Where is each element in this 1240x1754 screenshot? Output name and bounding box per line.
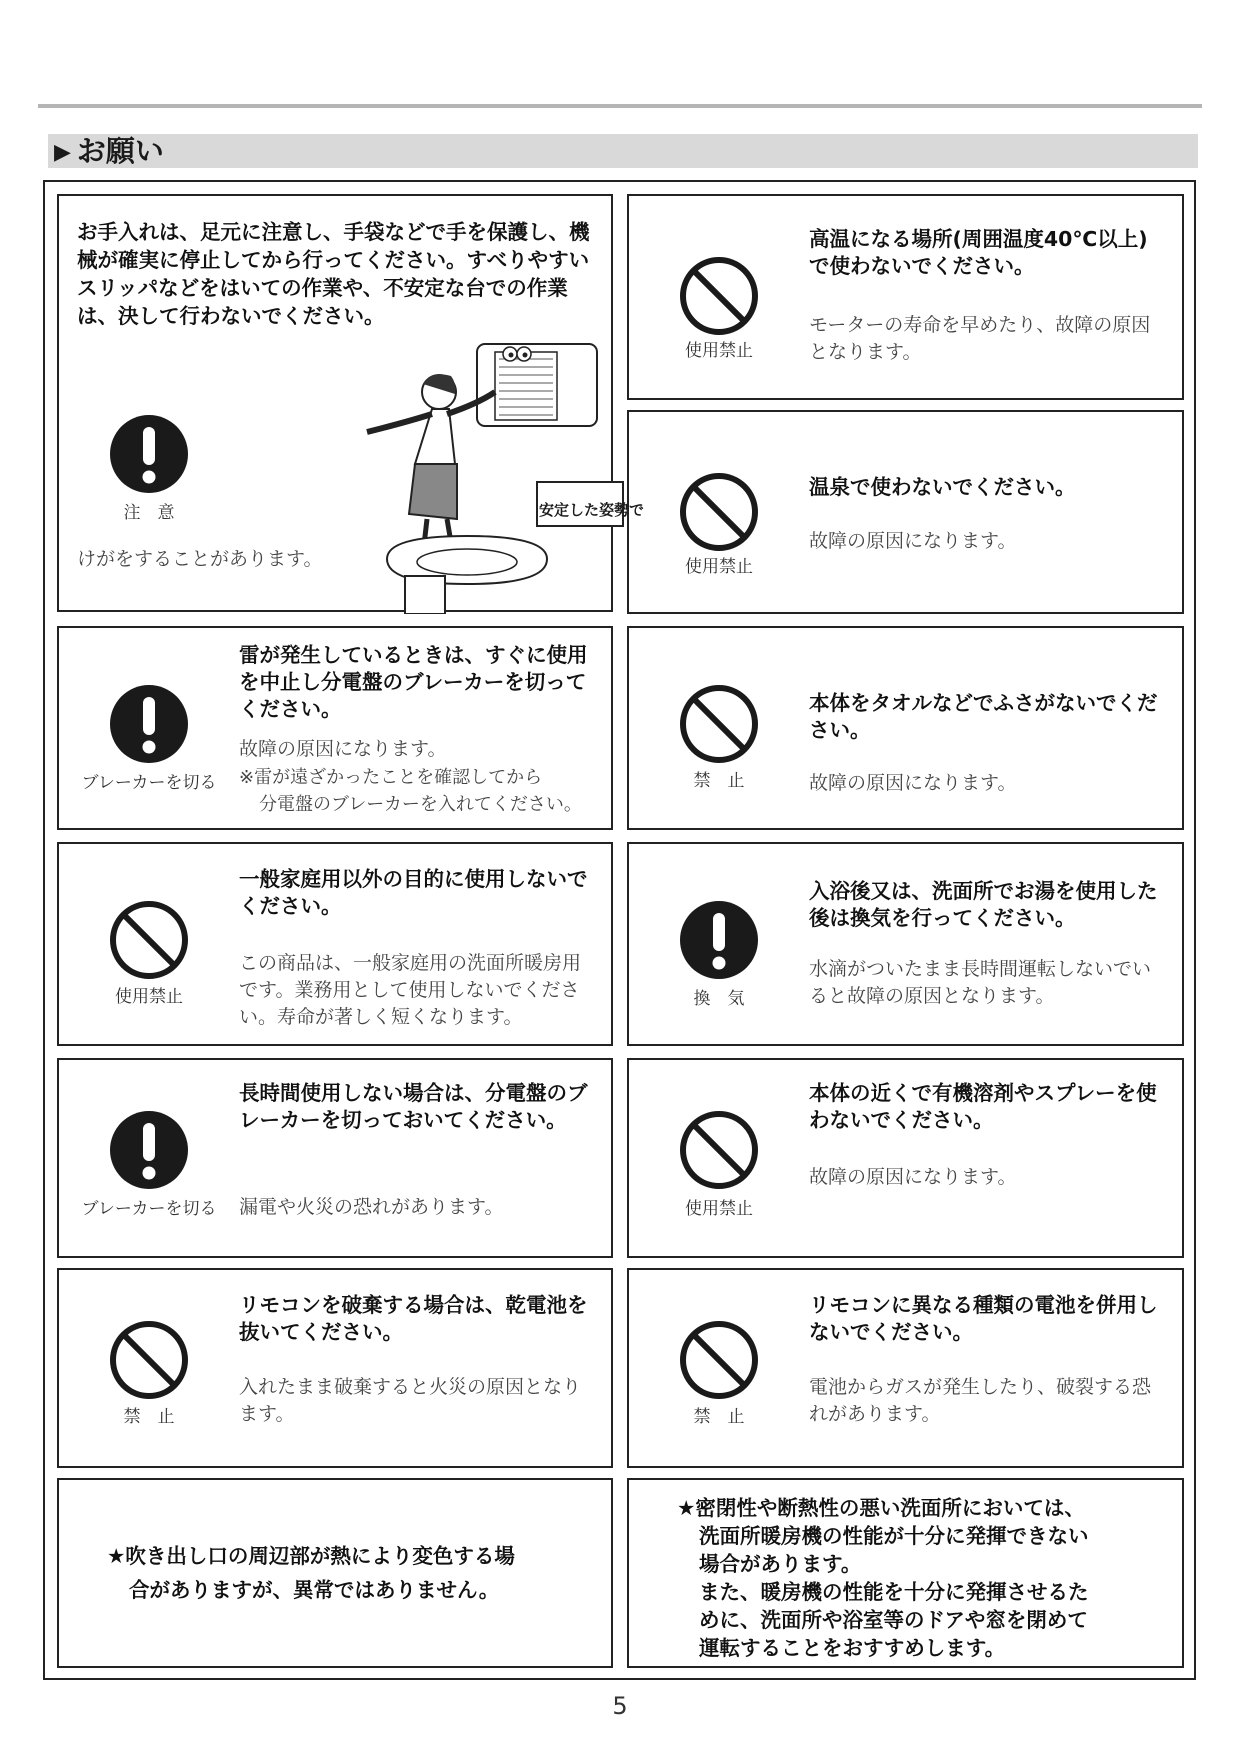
- prohibition-box-household: [57, 842, 613, 1046]
- icon-label: 換 気: [693, 989, 745, 1009]
- exclamation-icon: [679, 900, 759, 980]
- box-description: 電池からガスが発生したり、破裂する恐れがあります。: [809, 1376, 1152, 1425]
- caution-box-long-unused: [57, 1058, 613, 1258]
- icon-label: 禁 止: [693, 1407, 745, 1427]
- note-line: めに、洗面所や浴室等のドアや窓を閉めて: [699, 1608, 1088, 1632]
- box-description: 故障の原因になります。: [239, 738, 447, 760]
- prohibition-icon: [679, 1110, 759, 1190]
- icon-label: 使用禁止: [685, 341, 753, 361]
- box-description: モーターの寿命を早めたり、故障の原因となります。: [809, 314, 1151, 363]
- caution-box-maintenance: [57, 194, 645, 612]
- box-title: 本体の近くで有機溶剤やスプレーを使わないでください。: [809, 1081, 1157, 1132]
- box-note-2: 分電盤のブレーカーを入れてください。: [259, 794, 582, 815]
- prohibition-icon: [679, 1320, 759, 1400]
- header-marker: ▶: [54, 140, 71, 165]
- box-note: ※雷が遠ざかったことを確認してから: [239, 767, 543, 788]
- illustration-caption: 安定した姿勢で: [539, 501, 645, 519]
- icon-label: ブレーカーを切る: [81, 1199, 217, 1219]
- icon-label: 注 意: [123, 503, 175, 523]
- icon-label: ブレーカーを切る: [81, 773, 217, 793]
- box-description: けがをすることがあります。: [77, 548, 323, 570]
- box-title: 温泉で使わないでください。: [809, 475, 1076, 499]
- box-title: 雷が発生しているときは、すぐに使用を中止し分電盤のブレーカーを切ってください。: [239, 643, 588, 721]
- box-title: リモコンに異なる種類の電池を併用しないでください。: [809, 1293, 1158, 1344]
- box-title: 一般家庭用以外の目的に使用しないでください。: [239, 867, 588, 918]
- icon-label: 使用禁止: [685, 557, 753, 577]
- box-description: 水滴がついたまま長時間運転しないでいると故障の原因となります。: [809, 958, 1152, 1007]
- prohibition-box-towel: [627, 626, 1184, 830]
- prohibition-icon: [679, 472, 759, 552]
- icon-label: 使用禁止: [115, 987, 183, 1007]
- prohibition-icon: [109, 1320, 189, 1400]
- icon-label: 使用禁止: [685, 1199, 753, 1219]
- note-line: ★吹き出し口の周辺部が熱により変色する場: [107, 1544, 515, 1568]
- box-title: 高温になる場所(周囲温度40℃以上)で使わないでください。: [809, 227, 1148, 278]
- prohibition-icon: [109, 900, 189, 980]
- prohibition-box-mixed-batteries: [627, 1268, 1184, 1468]
- note-line: 洗面所暖房機の性能が十分に発揮できない: [699, 1524, 1089, 1548]
- box-title: 入浴後又は、洗面所でお湯を使用した後は換気を行ってください。: [809, 879, 1158, 930]
- exclamation-icon: [109, 1110, 189, 1190]
- box-title: 長時間使用しない場合は、分電盤のブレーカーを切っておいてください。: [239, 1081, 588, 1132]
- prohibition-box-high-temp: [627, 194, 1184, 400]
- box-description: 入れたまま破棄すると火災の原因となります。: [239, 1376, 582, 1425]
- note-line: 運転することをおすすめします。: [699, 1636, 1006, 1660]
- prohibition-box-solvent: [627, 1058, 1184, 1258]
- prohibition-box-hot-spring: [627, 410, 1184, 614]
- box-description: 漏電や火災の恐れがあります。: [239, 1196, 504, 1218]
- icon-label: 禁 止: [123, 1407, 175, 1427]
- note-box-airtight: [627, 1478, 1184, 1668]
- caution-box-ventilation: [627, 842, 1184, 1046]
- prohibition-box-remote-disposal: [57, 1268, 613, 1468]
- box-description: 故障の原因になります。: [809, 530, 1017, 552]
- box-description: 故障の原因になります。: [809, 772, 1017, 794]
- box-description: この商品は、一般家庭用の洗面所暖房用です。業務用として使用しないでください。寿命が著しく短くなります。: [239, 952, 582, 1028]
- note-line: また、暖房機の性能を十分に発揮させるた: [699, 1580, 1089, 1604]
- box-title: 本体をタオルなどでふさがないでください。: [809, 691, 1158, 742]
- note-line: 合がありますが、異常ではありません。: [129, 1578, 500, 1602]
- person-on-sink-illustration: [327, 314, 645, 614]
- section-header: [48, 134, 1198, 168]
- note-box-discoloration: [57, 1478, 613, 1668]
- exclamation-icon: [109, 684, 189, 764]
- prohibition-icon: [679, 256, 759, 336]
- box-title: リモコンを破棄する場合は、乾電池を抜いてください。: [239, 1293, 588, 1344]
- box-description: 故障の原因になります。: [809, 1166, 1017, 1188]
- prohibition-icon: [679, 684, 759, 764]
- section-title: お願い: [76, 134, 164, 168]
- page-number: 5: [612, 1692, 628, 1720]
- note-line: ★密閉性や断熱性の悪い洗面所においては、: [677, 1496, 1085, 1520]
- top-rule: [38, 104, 1202, 108]
- note-line: 場合があります。: [699, 1552, 862, 1576]
- caution-icon: [109, 414, 189, 494]
- icon-label: 禁 止: [693, 771, 745, 791]
- caution-box-thunder: [57, 626, 613, 830]
- box-title: お手入れは、足元に注意し、手袋などで手を保護し、機械が確実に停止してから行ってください。すべりやすいスリッパなどをはいての作業や、不安定な台での作業は、決して行わないでください。: [77, 220, 590, 328]
